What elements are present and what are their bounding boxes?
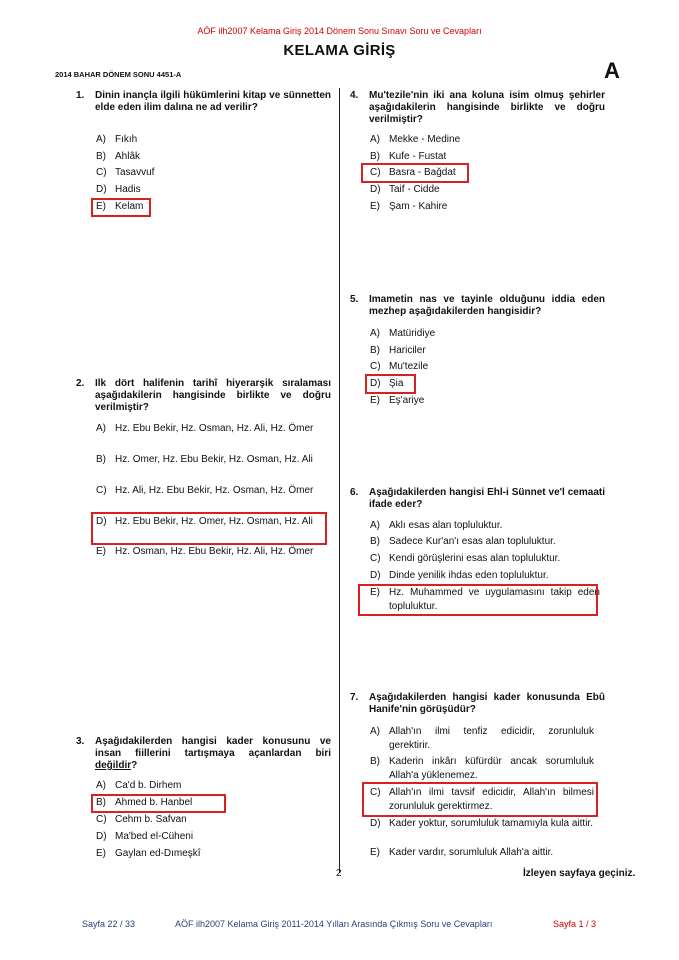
option-text: Kaderin inkârı küfürdür ancak sorumluluk Allah'a yüklenemez.: [389, 756, 594, 781]
option-text: Şam - Kahire: [389, 201, 448, 212]
option-text: Kufe - Fustat: [389, 151, 447, 162]
booklet-letter: A: [604, 58, 620, 83]
option-label: D): [370, 818, 381, 829]
option-text: Kendi görüşlerini esas alan topluluktur.: [389, 553, 561, 564]
option-label: C): [96, 814, 107, 825]
document-header: AÖF ilh2007 Kelama Giriş 2014 Dönem Sonu Sınavı Soru ve Cevapları: [197, 26, 482, 36]
question-text: Aşağıdakilerden hangisi kader konusunda Ebû Hanife'nin görüşüdür?: [369, 692, 605, 715]
option-label: B): [370, 345, 380, 356]
option-text: Hadis: [115, 184, 141, 195]
option-label: B): [96, 797, 106, 808]
option-label: C): [370, 167, 381, 178]
question-text: Ilk dört halifenin tarihî hiyerarşik sıralaması aşağıdakilerin hangisinde birlikte ve doğru verilmiştir?: [95, 378, 331, 413]
footer-title: AÖF ilh2007 Kelama Giriş 2011-2014 Yılları Arasında Çıkmış Soru ve Cevapları: [175, 919, 493, 929]
option-label: E): [96, 848, 106, 859]
page-title: KELAMA GİRİŞ: [283, 42, 396, 59]
option-label: E): [370, 395, 380, 406]
option-text: Hariciler: [389, 345, 426, 356]
option-text: Cehm b. Safvan: [115, 814, 187, 825]
option-label: C): [370, 361, 381, 372]
option-text: Ahlâk: [115, 151, 141, 162]
option-label: D): [96, 184, 107, 195]
question-number: 6.: [350, 487, 359, 498]
question-number: 5.: [350, 294, 359, 305]
option-label: A): [96, 423, 106, 434]
option-label: A): [96, 780, 106, 791]
answer-mark-box: [91, 794, 226, 813]
option-label: C): [370, 787, 381, 798]
option-label: D): [96, 516, 107, 527]
option-label: A): [370, 726, 380, 737]
option-label: C): [96, 485, 107, 496]
question-text: Mu'tezile'nin iki ana koluna isim olmuş şehirler aşağıdakilerin hangisinde birlikte ve doğru verilmiştir?: [369, 90, 605, 125]
option-text: Mekke - Medine: [389, 134, 461, 145]
option-label: B): [370, 756, 380, 767]
option-text: Ahmed b. Hanbel: [115, 797, 193, 808]
option-text: Ma'bed el-Cüheni: [115, 831, 194, 842]
option-label: D): [96, 831, 107, 842]
option-label: E): [370, 847, 380, 858]
answer-mark-box: [358, 584, 598, 616]
question-text-underlined: değildir: [95, 760, 132, 771]
option-label: B): [96, 454, 106, 465]
option-text: Hz. Omer, Hz. Ebu Bekir, Hz. Osman, Hz. Ali: [115, 454, 313, 465]
option-label: E): [96, 546, 106, 557]
option-text: Kelam: [115, 201, 144, 212]
option-text: Basra - Bağdat: [389, 167, 456, 178]
option-text: Gaylan ed-Dımeşkî: [115, 848, 201, 859]
question-number: 2.: [76, 378, 85, 389]
option-label: A): [96, 134, 106, 145]
question-number: 3.: [76, 736, 85, 747]
footer-sheet: Sayfa 1 / 3: [553, 919, 597, 929]
option-label: B): [370, 151, 380, 162]
option-label: C): [96, 167, 107, 178]
question-text-end: ?: [131, 760, 138, 771]
answer-mark-box: [365, 374, 416, 394]
option-text: Fıkıh: [115, 134, 138, 145]
option-text: Eş'ariye: [389, 395, 425, 406]
answer-mark-box: [361, 163, 469, 183]
option-text: Şia: [389, 378, 404, 389]
option-text: Sadece Kur'an'ı esas alan topluluktur.: [389, 536, 556, 547]
page-number: 2: [336, 868, 342, 879]
exam-code: 2014 BAHAR DÖNEM SONU 4451-A: [55, 70, 182, 79]
next-page-note: İzleyen sayfaya geçiniz.: [523, 868, 636, 879]
question-number: 4.: [350, 90, 359, 101]
option-label: A): [370, 520, 380, 531]
option-text: Hz. Ebu Bekir, Hz. Osman, Hz. Ali, Hz. Ömer: [115, 423, 314, 434]
option-label: B): [96, 151, 106, 162]
option-label: C): [370, 553, 381, 564]
option-label: E): [96, 201, 106, 212]
question-text: Dinin inançla ilgili hükümlerini kitap ve sünnetten elde eden ilim dalına ne ad verilir?: [95, 90, 331, 113]
option-text: Allah'ın ilmi tavsif edicidir, Allah'ın bilmesi zorunluluk gerektirmez.: [389, 787, 594, 812]
option-label: D): [370, 378, 381, 389]
option-text: Matüridiye: [389, 328, 436, 339]
option-text: Hz. Osman, Hz. Ebu Bekir, Hz. Ali, Hz. Ömer: [115, 546, 314, 557]
question-text: [95, 736, 331, 772]
footer-page-count: Sayfa 22 / 33: [82, 919, 136, 929]
question-text: Aşağıdakilerden hangisi Ehl-i Sünnet ve'l cemaati ifade eder?: [369, 487, 605, 510]
column-divider: [339, 88, 340, 873]
question-text-part: Aşağıdakilerden hangisi kader konusunu ve insan fiillerini tartışmaya açanlardan biri: [95, 736, 331, 759]
option-text: Ca'd b. Dirhem: [115, 780, 182, 791]
question-number: 1.: [76, 90, 85, 101]
answer-mark-box: [91, 198, 151, 217]
option-text: Kader yoktur, sorumluluk tamamıyla kula aittir.: [389, 818, 593, 829]
option-text: Tasavvuf: [115, 167, 155, 178]
option-label: D): [370, 184, 381, 195]
option-text: Kader vardır, sorumluluk Allah'a aittir.: [389, 847, 554, 858]
option-label: A): [370, 134, 380, 145]
option-text: Allah'ın ilmi tenfiz edicidir, zorunluluk gerektirir.: [389, 726, 594, 751]
option-label: D): [370, 570, 381, 581]
option-label: E): [370, 201, 380, 212]
option-label: B): [370, 536, 380, 547]
option-text: Hz. Ali, Hz. Ebu Bekir, Hz. Osman, Hz. Ömer: [115, 485, 314, 496]
option-label: A): [370, 328, 380, 339]
option-text: Hz. Ebu Bekir, Hz. Omer, Hz. Osman, Hz. Ali: [115, 516, 313, 527]
question-number: 7.: [350, 692, 359, 703]
answer-mark-box: [91, 512, 327, 545]
question-text: Imametin nas ve tayinle olduğunu iddia eden mezhep aşağıdakilerden hangisidir?: [369, 294, 605, 317]
option-text: Aklı esas alan topluluktur.: [389, 520, 503, 531]
answer-mark-box: [362, 782, 598, 817]
option-label: E): [370, 587, 380, 598]
option-text: Mu'tezile: [389, 361, 429, 372]
option-text: Dinde yenilik ihdas eden topluluktur.: [389, 570, 549, 581]
option-text: Hz. Muhammed ve uygulamasını takip eden topluluktur.: [389, 587, 600, 612]
option-text: Taif - Cidde: [389, 184, 440, 195]
